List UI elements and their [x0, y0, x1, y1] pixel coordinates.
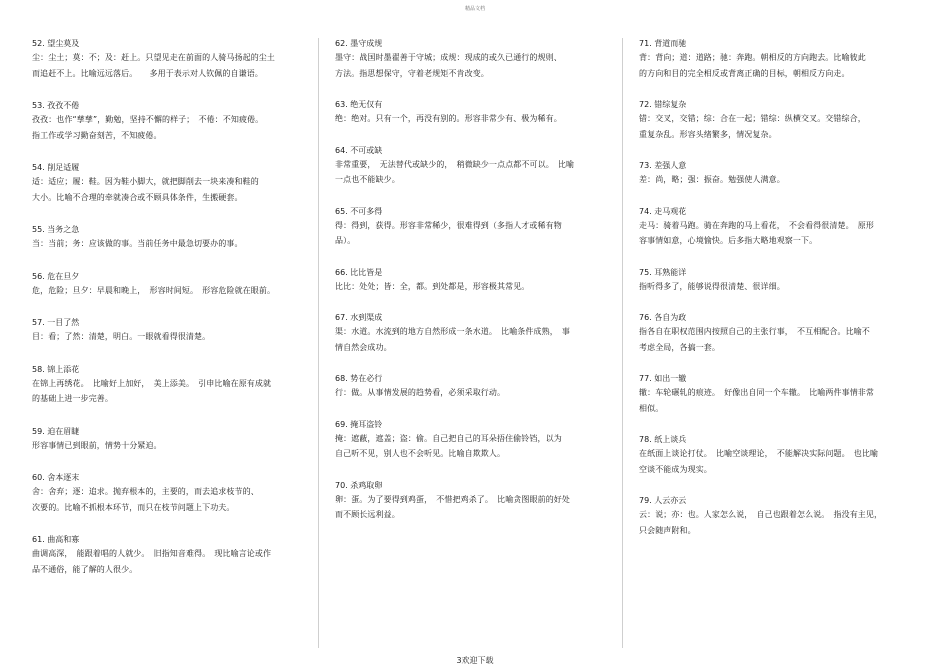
idiom-title: 54. 削足适履 — [32, 163, 80, 172]
page-footer: 3欢迎下载 — [456, 656, 494, 665]
idiom-definition: 当：当前；务：应该做的事。当前任务中最急切要办的事。 — [32, 239, 243, 248]
idiom-entry — [32, 223, 308, 252]
idiom-definition: 辙：车轮碾轧的痕迹。 好像出自同一个车辙。 比喻两件事情非常 相似。 — [639, 388, 874, 413]
idiom-title: 77. 如出一辙 — [639, 374, 687, 383]
idiom-entry — [32, 425, 308, 454]
idiom-title: 63. 绝无仅有 — [335, 100, 383, 109]
idiom-title: 68. 势在必行 — [335, 374, 383, 383]
idiom-definition: 得：得到，获得。形容非常稀少，很难得到（多指人才或稀有物 品）。 — [335, 220, 562, 245]
idiom-definition: 背：背向；道：道路；驰：奔跑。朝相反的方向跑去。比喻彼此 的方向和目的完全相反或背离正确的目标，朝相反方向走。 — [639, 53, 866, 78]
idiom-title: 70. 杀鸡取卵 — [335, 480, 383, 490]
idiom-entry — [639, 311, 921, 355]
idiom-entry — [639, 159, 921, 188]
idiom-entry — [335, 372, 615, 401]
idiom-definition: 适：适应；履：鞋。因为鞋小脚大，就把脚削去一块来凑和鞋的 大小。比喻不合理的牵就凑合或不顾具体条件，生搬硬套。 — [32, 177, 259, 202]
idiom-definition: 墨守：战国时墨翟善于守城；成规：现成的或久已通行的规则、 方法。指思想保守，守着老规矩不肯改变。 — [335, 53, 562, 78]
idiom-definition: 行：做。从事情发展的趋势看，必须采取行动。 — [335, 388, 506, 397]
idiom-entry — [335, 205, 615, 249]
idiom-entry — [335, 98, 615, 127]
column-divider — [622, 38, 623, 648]
idiom-definition: 差：尚，略；强：振奋。勉强使人满意。 — [639, 175, 785, 184]
idiom-definition: 走马：骑着马跑。骑在奔跑的马上看花， 不会看得很清楚。 原形 容事情如意，心境愉快。后多指大略地观察一下。 — [639, 220, 874, 245]
idiom-definition: 目：看；了然：清楚，明白。一眼就看得很清楚。 — [32, 332, 211, 341]
idiom-title: 52. 望尘莫及 — [32, 39, 80, 48]
idiom-definition: 指各自在职权范围内按照自己的主张行事， 不互相配合。比喻不 考虑全局，各搞一套。 — [639, 327, 870, 352]
idiom-definition: 尘：尘土；莫：不；及：赶上。只望见走在前面的人骑马扬起的尘土 而追赶不上。比喻远远落后。 多用于表示对人钦佩的自谦语。 — [32, 53, 275, 78]
idiom-entry — [639, 433, 921, 477]
idiom-entry — [32, 471, 308, 515]
idiom-title: 56. 危在旦夕 — [32, 271, 80, 281]
idiom-title: 65. 不可多得 — [335, 206, 383, 216]
idiom-definition: 错：交叉，交错；综：合在一起；错综：纵横交叉。交错综合， 重复杂乱。形容头绪繁多，情况复杂。 — [639, 114, 866, 139]
idiom-title: 74. 走马观花 — [639, 206, 687, 216]
idiom-entry — [32, 270, 308, 299]
idiom-title: 66. 比比皆是 — [335, 267, 383, 277]
idiom-definition: 云：说；亦：也。人家怎么说， 自己也跟着怎么说。 指没有主见， 只会随声附和。 — [639, 510, 883, 535]
idiom-title: 69. 掩耳盗铃 — [335, 419, 383, 429]
idiom-definition: 曲调高深， 能跟着唱的人就少。 旧指知音难得。 现比喻言论或作 品不通俗，能了解的人很少。 — [32, 549, 272, 574]
document-header-mark: 精品文档 — [464, 6, 485, 12]
idiom-entry — [335, 266, 615, 295]
idiom-entry — [639, 494, 921, 538]
column-left — [32, 37, 308, 649]
idiom-title: 73. 差强人意 — [639, 161, 687, 170]
idiom-definition: 非常重要， 无法替代或缺少的， 稍微缺少一点点都不可以。 比喻 一点也不能缺少。 — [335, 159, 575, 184]
idiom-title: 75. 耳熟能详 — [639, 267, 687, 277]
column-divider — [318, 38, 319, 648]
idiom-title: 57. 一目了然 — [32, 318, 80, 327]
idiom-definition: 掩：遮蔽，遮盖；盗：偷。自己把自己的耳朵捂住偷铃铛，以为 自己听不见，别人也不会听见。比喻自欺欺人。 — [335, 433, 562, 458]
idiom-title: 59. 迫在眉睫 — [32, 426, 80, 436]
idiom-definition: 指听得多了，能够说得很清楚、很详细。 — [639, 281, 785, 291]
idiom-entry — [32, 37, 308, 81]
idiom-entry — [335, 144, 615, 188]
idiom-title: 55. 当务之急 — [32, 225, 80, 234]
idiom-entry — [32, 533, 308, 577]
idiom-definition: 在锦上再绣花。 比喻好上加好， 美上添美。 引申比喻在原有成就 的基础上进一步完善。 — [32, 378, 272, 403]
idiom-entry — [335, 479, 615, 523]
idiom-definition: 孜孜：也作“孳孳”，勤勉，坚持不懈的样子； 不倦：不知疲倦。 指工作或学习勤奋刻苦，不知疲倦。 — [32, 115, 264, 140]
idiom-title: 71. 背道而驰 — [639, 39, 687, 48]
idiom-title: 67. 水到渠成 — [335, 313, 383, 322]
column-middle — [335, 37, 615, 649]
idiom-definition: 舍：舍弃；逐：追求。抛弃根本的，主要的，而去追求枝节的、 次要的。比喻不抓根本环节，而只在枝节问题上下功夫。 — [32, 487, 259, 512]
idiom-title: 72. 错综复杂 — [639, 100, 687, 109]
idiom-title: 62. 墨守成规 — [335, 39, 383, 48]
idiom-title: 53. 孜孜不倦 — [32, 101, 80, 110]
idiom-definition: 形容事情已到眼前，情势十分紧迫。 — [32, 440, 162, 450]
idiom-definition: 卵：蛋。为了要得到鸡蛋， 不惜把鸡杀了。 比喻贪图眼前的好处 而不顾长远利益。 — [335, 494, 570, 519]
idiom-entry — [335, 37, 615, 81]
idiom-title: 64. 不可或缺 — [335, 145, 383, 155]
idiom-definition: 绝：绝对。只有一个，再没有别的。形容非常少有、极为稀有。 — [335, 114, 562, 123]
idiom-title: 61. 曲高和寡 — [32, 535, 80, 544]
idiom-entry — [639, 266, 921, 295]
idiom-entry — [639, 372, 921, 416]
idiom-definition: 危，危险；旦夕：早晨和晚上， 形容时间短。 形容危险就在眼前。 — [32, 285, 276, 295]
idiom-definition: 在纸面上谈论打仗。 比喻空谈理论， 不能解决实际问题。 也比喻 空谈不能成为现实。 — [639, 449, 879, 474]
idiom-title: 60. 舍本逐末 — [32, 473, 80, 482]
idiom-entry — [335, 311, 615, 355]
idiom-definition: 比比：处处；皆：全，都。到处都是，形容极其常见。 — [335, 281, 530, 291]
idiom-entry — [32, 161, 308, 205]
idiom-entry — [639, 98, 921, 142]
idiom-entry — [639, 205, 921, 249]
idiom-entry — [335, 418, 615, 462]
idiom-title: 78. 纸上谈兵 — [639, 435, 687, 444]
idiom-entry — [639, 37, 921, 81]
idiom-definition: 渠：水道。水流到的地方自然形成一条水道。 比喻条件成熟， 事 情自然会成功。 — [335, 327, 570, 352]
idiom-title: 79. 人云亦云 — [639, 496, 687, 505]
idiom-title: 76. 各自为政 — [639, 313, 687, 322]
column-right — [639, 37, 921, 649]
idiom-entry — [32, 363, 308, 407]
idiom-title: 58. 锦上添花 — [32, 364, 80, 374]
idiom-entry — [32, 316, 308, 345]
idiom-entry — [32, 99, 308, 143]
